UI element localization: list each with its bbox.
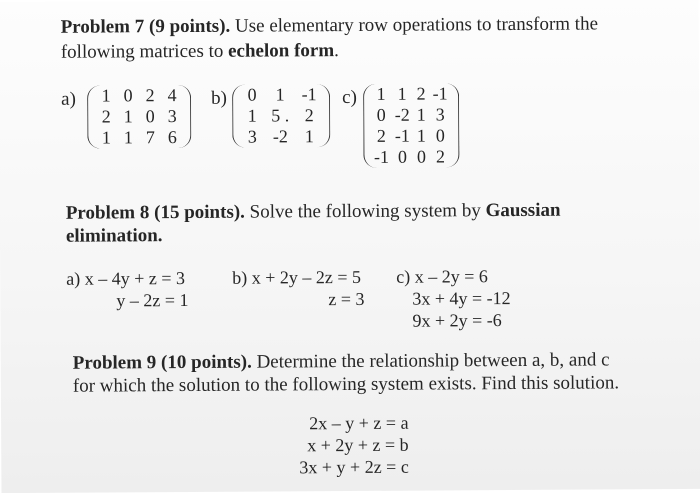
problem7-echelon-form: echelon form xyxy=(228,40,335,62)
problem8-gaussian: Gaussian xyxy=(485,199,561,222)
matrix-c: 1 1 2 -1 0 -2 1 3 2 -1 1 0 -1 0 0 2 xyxy=(363,83,460,168)
problem7-line2-text: following matrices to xyxy=(60,40,229,63)
problem7-line1 xyxy=(61,12,598,39)
problem7-c-label: c) xyxy=(342,86,357,109)
problem9-line2: for which the solution to the following system exists. Find this solution. xyxy=(72,372,620,397)
problem7-a-label: a) xyxy=(61,88,76,110)
problem9-title: Problem 9 (10 points). xyxy=(72,351,252,374)
problem8-text: Solve the following system by xyxy=(244,200,486,223)
problem9-system: 2x – y + z = a x + 2y + z = b 3x + y + 2z = c xyxy=(299,412,409,478)
problem8-line2: elimination. xyxy=(65,225,163,247)
problem8-system-c: c) x – 2y = 6 3x + 4y = -12 9x + 2y = -6 xyxy=(396,266,511,331)
problem7-line2: following matrices to echelon form. xyxy=(60,40,339,63)
problem8-system-a: a) x – 4y + z = 3 y – 2z = 1 xyxy=(66,268,189,311)
matrix-b: 0 1 -1 1 5 . 2 3 -2 1 xyxy=(232,84,330,148)
problem7-text: Use elementary row operations to transform the xyxy=(230,13,599,37)
problem8-system-b: b) x + 2y – 2z = 5 z = 3 xyxy=(232,266,365,310)
matrix-a: 1 0 2 4 2 1 0 3 1 1 7 6 xyxy=(87,85,191,149)
problem8-line1 xyxy=(66,199,561,226)
problem8-title: Problem 8 (15 points). xyxy=(65,201,245,224)
problem9-text: Determine the relationship between a, b, and c xyxy=(251,349,610,373)
problem7-b-label: b) xyxy=(211,87,227,109)
problem7-title: Problem 7 (9 points). xyxy=(60,15,231,38)
